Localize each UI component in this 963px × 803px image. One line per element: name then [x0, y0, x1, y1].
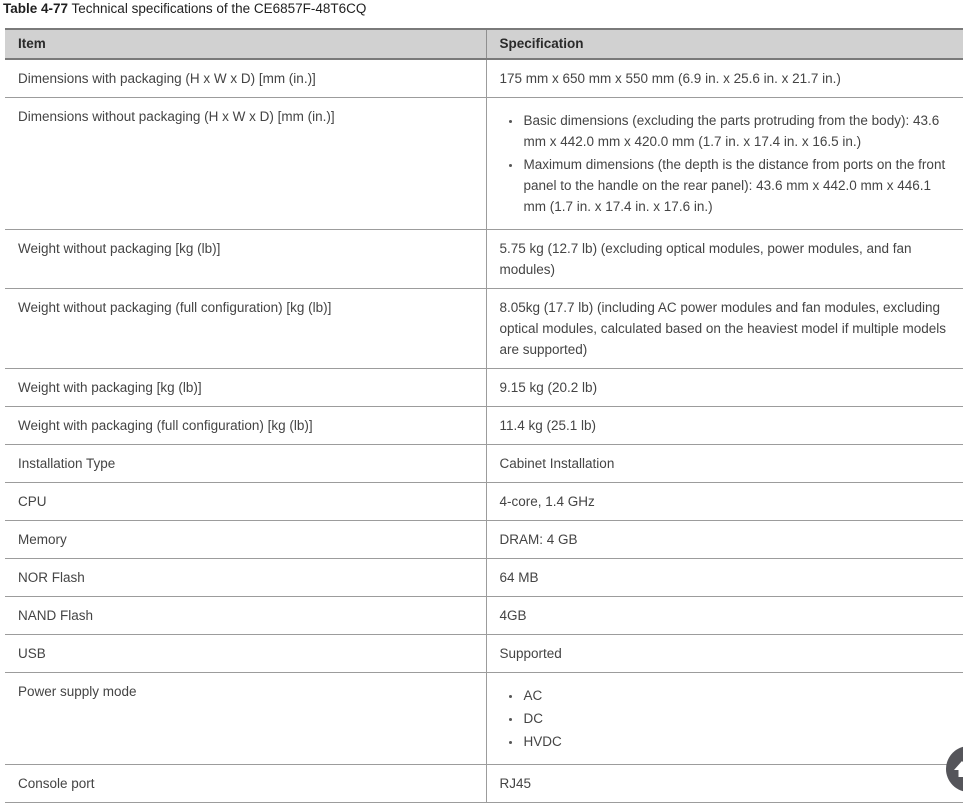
spec-cell: Cabinet Installation: [486, 445, 963, 483]
item-cell: NAND Flash: [5, 597, 486, 635]
spec-cell: RJ45: [486, 765, 963, 803]
spec-bullet-item: • Maximum dimensions (the depth is the distance from ports on the front panel to the handle on the rear panel): 43.6 mm x 442.0 mm x 446.1 mm (1.7 in. x 17.4 in. x 17.6 in.): [522, 154, 951, 217]
spec-cell: [486, 98, 963, 230]
item-cell: Weight without packaging (full configuration) [kg (lb)]: [5, 289, 486, 369]
spec-cell: 64 MB: [486, 559, 963, 597]
spec-cell: 8.05kg (17.7 lb) (including AC power modules and fan modules, excluding optical modules, calculated based on the heaviest model if multiple models are supported): [486, 289, 963, 369]
table-row: [5, 559, 963, 597]
item-cell: USB: [5, 635, 486, 673]
spec-bullet-item: • AC: [522, 685, 951, 706]
spec-cell: 4GB: [486, 597, 963, 635]
table-caption: [3, 1, 963, 16]
spec-cell: 175 mm x 650 mm x 550 mm (6.9 in. x 25.6 in. x 21.7 in.): [486, 59, 963, 98]
table-row: [5, 445, 963, 483]
spec-table-body: [5, 59, 963, 803]
item-cell: Console port: [5, 765, 486, 803]
spec-cell: 9.15 kg (20.2 lb): [486, 369, 963, 407]
spec-bullet-item: • Basic dimensions (excluding the parts protruding from the body): 43.6 mm x 442.0 mm x 420.0 mm (1.7 in. x 17.4 in. x 16.5 in.): [522, 110, 951, 152]
table-row: [5, 369, 963, 407]
item-cell: CPU: [5, 483, 486, 521]
table-row: [5, 407, 963, 445]
item-cell: Installation Type: [5, 445, 486, 483]
spec-bullet-item: • HVDC: [522, 731, 951, 752]
table-row: [5, 98, 963, 230]
item-cell: Weight with packaging (full configuration) [kg (lb)]: [5, 407, 486, 445]
spec-bullet-list: [500, 685, 951, 752]
spec-table: [5, 28, 963, 803]
spec-bullet-item: • DC: [522, 708, 951, 729]
table-row: [5, 483, 963, 521]
column-header-specification: Specification: [486, 29, 963, 59]
spec-cell: 11.4 kg (25.1 lb): [486, 407, 963, 445]
table-header-row: [5, 29, 963, 59]
item-cell: NOR Flash: [5, 559, 486, 597]
table-row: [5, 289, 963, 369]
spec-cell: DRAM: 4 GB: [486, 521, 963, 559]
arrow-up-icon: [948, 755, 963, 783]
spec-bullet-list: [500, 110, 951, 217]
spec-cell: 5.75 kg (12.7 lb) (excluding optical modules, power modules, and fan modules): [486, 230, 963, 289]
spec-cell: Supported: [486, 635, 963, 673]
table-row: [5, 230, 963, 289]
spec-cell: [486, 673, 963, 765]
table-row: [5, 765, 963, 803]
table-row: [5, 597, 963, 635]
item-cell: Weight with packaging [kg (lb)]: [5, 369, 486, 407]
item-cell: Weight without packaging [kg (lb)]: [5, 230, 486, 289]
table-caption-number: Table 4-77: [3, 1, 69, 16]
table-row: [5, 635, 963, 673]
table-caption-text: Technical specifications of the CE6857F-48T6CQ: [68, 1, 367, 16]
item-cell: Power supply mode: [5, 673, 486, 765]
spec-cell: 4-core, 1.4 GHz: [486, 483, 963, 521]
item-cell: Memory: [5, 521, 486, 559]
table-row: [5, 673, 963, 765]
table-row: [5, 521, 963, 559]
column-header-item: Item: [5, 29, 486, 59]
item-cell: Dimensions without packaging (H x W x D) [mm (in.)]: [5, 98, 486, 230]
table-row: [5, 59, 963, 98]
item-cell: Dimensions with packaging (H x W x D) [mm (in.)]: [5, 59, 486, 98]
